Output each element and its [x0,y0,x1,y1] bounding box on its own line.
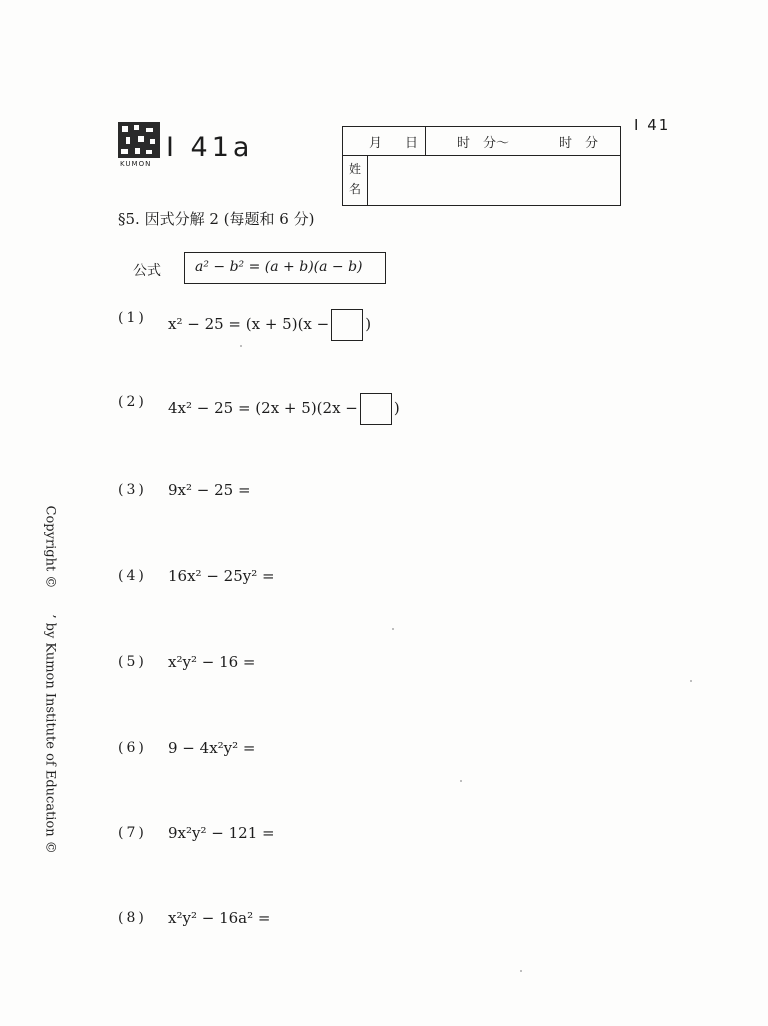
problem-number: (8) [118,910,147,926]
problem-2: (2) 4x² − 25 = (2x + 5)(2x − ) [112,388,672,418]
sheet-code: I 41a [166,132,254,163]
name-label-2: 名 [349,182,362,196]
time-from-label: 时 分～ [457,136,510,151]
problem-number: (6) [118,740,147,756]
problem-6 [112,734,672,764]
problem-number: (3) [118,482,147,498]
problem-number: (1) [118,310,147,326]
problem-8 [112,904,672,934]
problem-expression: 9x² − 25 = [168,481,251,499]
problem-expression: 9x²y² − 121 = [168,824,275,842]
problem-number: (7) [118,825,147,841]
problem-expression: 9 − 4x²y² = [168,739,256,757]
problem-3 [112,476,672,506]
problem-number: (5) [118,654,147,670]
section-title: §5. 因式分解 2 (每题和 6 分) [118,210,315,228]
answer-blank[interactable] [331,309,363,341]
problem-4 [112,562,672,592]
problem-5 [112,648,672,678]
day-label: 日 [405,136,419,151]
date-name-box [342,126,621,206]
name-label-1: 姓 [349,162,362,176]
name-field[interactable] [369,157,619,203]
formula-box [184,252,386,284]
problem-expression: 4x² − 25 = (2x + 5)(2x − [168,399,358,417]
problem-expression: x²y² − 16a² = [168,909,271,927]
page-code: I 41 [634,116,671,134]
problem-expression: x²y² − 16 = [168,653,256,671]
formula-text: a² − b² = (a + b)(a − b) [195,259,363,275]
problem-expression: 16x² − 25y² = [168,567,275,585]
problem-expression: x² − 25 = (x + 5)(x − [168,315,330,333]
kumon-logo [118,122,160,158]
formula-label: 公式 [133,263,161,279]
problem-1: (1) x² − 25 = (x + 5)(x − ) [112,304,672,334]
problem-number: (2) [118,394,147,410]
time-to-label: 时 分 [559,136,599,151]
month-label: 月 [369,136,383,151]
logo-wordmark: KUMON [120,160,152,168]
copyright-notice: Copyright © ’ by Kumon Institute of Education © [42,505,58,854]
problem-number: (4) [118,568,147,584]
answer-blank[interactable] [360,393,392,425]
problem-7 [112,819,672,849]
